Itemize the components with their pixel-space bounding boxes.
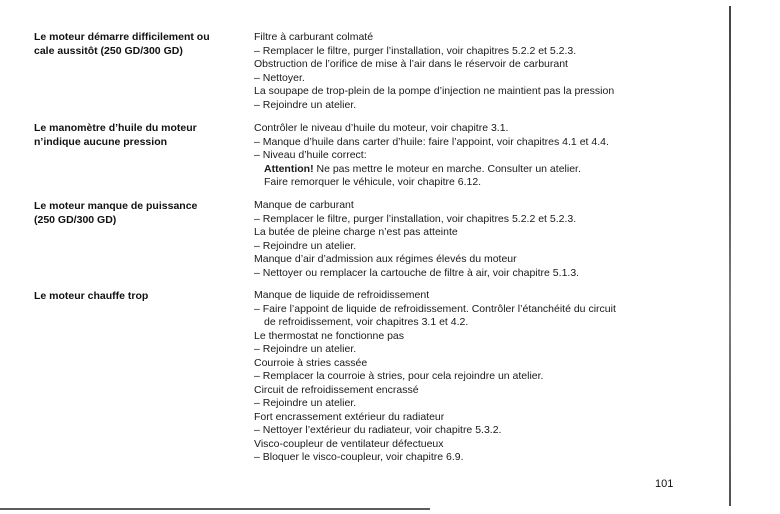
remedy-line: – Remplacer le filtre, purger l’installation, voir chapitres 5.2.2 et 5.2.3.	[254, 212, 577, 225]
remedy-line: Fort encrassement extérieur du radiateur	[254, 410, 445, 423]
remedy-line: Le thermostat ne fonctionne pas	[254, 329, 405, 342]
remedy-line: – Nettoyer ou remplacer la cartouche de filtre à air, voir chapitre 5.1.3.	[254, 266, 580, 279]
symptom-heading	[34, 121, 244, 149]
remedy-list	[254, 31, 714, 112]
symptom-line: cale aussitôt (250 GD/300 GD)	[34, 45, 183, 57]
symptom-heading	[34, 289, 244, 303]
attention-text: Ne pas mettre le moteur en marche. Consulter un atelier.	[313, 162, 581, 175]
page-edge-bottom	[0, 508, 430, 510]
remedy-line: – Bloquer le visco-coupleur, voir chapitre 6.9.	[254, 451, 464, 463]
remedy-line: Courroie à stries cassée	[254, 356, 368, 369]
remedy-line: Visco-coupleur de ventilateur défectueux	[254, 437, 444, 450]
remedy-line: Circuit de refroidissement encrassé	[254, 383, 419, 396]
remedy-list	[254, 289, 714, 465]
symptom-line: (250 GD/300 GD)	[34, 214, 117, 226]
remedy-line: de refroidissement, voir chapitres 3.1 et 4.2.	[264, 316, 469, 328]
remedy-line: – Nettoyer l’extérieur du radiateur, voir chapitre 5.3.2.	[254, 424, 502, 436]
remedy-line: Manque d’air d’admission aux régimes élevés du moteur	[254, 253, 517, 265]
remedy-line: Manque de carburant	[254, 199, 354, 211]
page-number: 101	[655, 478, 674, 490]
remedy-line: – Remplacer le filtre, purger l’installation, voir chapitres 5.2.2 et 5.2.3.	[254, 44, 577, 57]
remedy-line: Contrôler le niveau d’huile du moteur, voir chapitre 3.1.	[254, 122, 509, 134]
remedy-line: – Rejoindre un atelier.	[254, 98, 357, 111]
remedy-line: – Manque d’huile dans carter d’huile: faire l’appoint, voir chapitres 4.1 et 4.4.	[254, 135, 609, 148]
remedy-line: – Remplacer la courroie à stries, pour cela rejoindre un atelier.	[254, 370, 544, 382]
symptom-heading	[34, 199, 244, 227]
page-edge-right	[729, 6, 731, 506]
symptom-line: Le moteur démarre difficilement ou	[34, 31, 210, 43]
remedy-list	[254, 122, 714, 190]
remedy-list	[254, 199, 714, 280]
remedy-line: La butée de pleine charge n’est pas atteinte	[254, 226, 458, 238]
symptom-heading	[34, 30, 244, 58]
symptom-line: Le manomètre d’huile du moteur	[34, 122, 197, 134]
remedy-line: – Rejoindre un atelier.	[254, 343, 357, 355]
remedy-line: Manque de liquide de refroidissement	[254, 289, 430, 301]
remedy-line: Faire remorquer le véhicule, voir chapitre 6.12.	[264, 176, 482, 188]
remedy-line: Obstruction de l’orifice de mise à l’air dans le réservoir de carburant	[254, 58, 568, 70]
remedy-line: Filtre à carburant colmaté	[254, 31, 374, 43]
remedy-line: – Nettoyer.	[254, 71, 305, 84]
attention-label: Attention!	[264, 162, 314, 175]
remedy-line: – Faire l’appoint de liquide de refroidissement. Contrôler l’étanchéité du circuit	[254, 302, 616, 315]
remedy-line: – Rejoindre un atelier.	[254, 397, 357, 409]
remedy-line: – Rejoindre un atelier.	[254, 239, 357, 252]
symptom-line: n’indique aucune pression	[34, 136, 168, 148]
symptom-line: Le moteur manque de puissance	[34, 200, 198, 212]
symptom-line: Le moteur chauffe trop	[34, 290, 149, 302]
attention-note	[254, 163, 714, 177]
remedy-line: La soupape de trop-plein de la pompe d’injection ne maintient pas la pression	[254, 85, 615, 97]
remedy-line: – Niveau d’huile correct:	[254, 149, 367, 161]
